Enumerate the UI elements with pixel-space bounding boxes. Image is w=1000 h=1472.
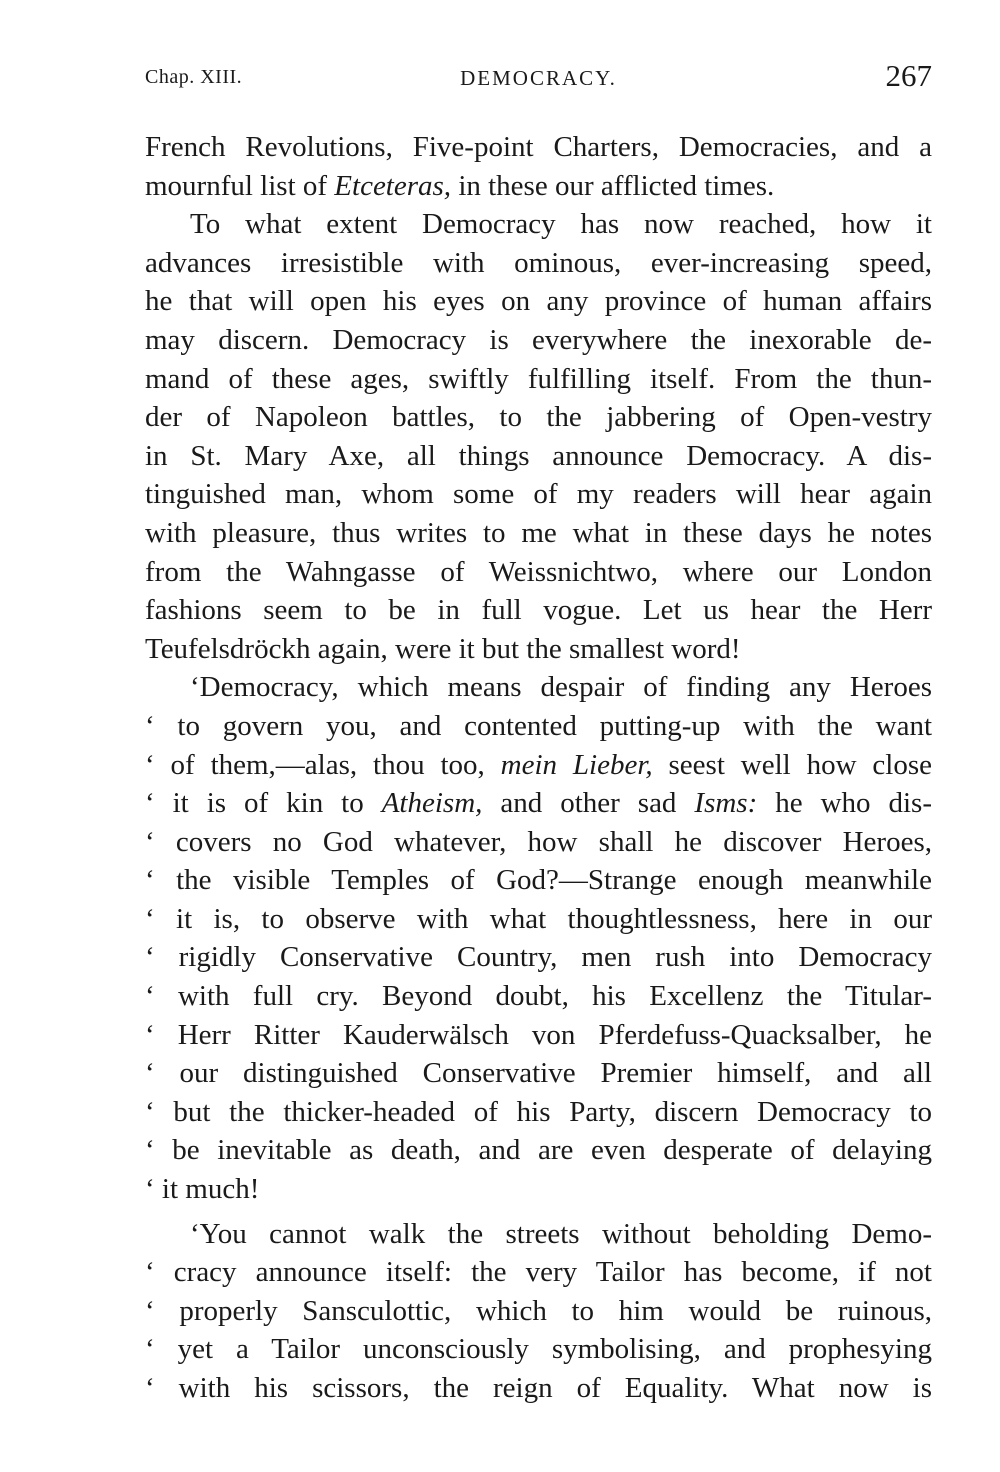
text-line (145, 1093, 932, 1132)
text-line (145, 1131, 932, 1170)
text-line (145, 977, 932, 1016)
text-line (145, 553, 932, 592)
text-run: ‘ yet a Tailor unconsciously symbolising, and prophesying (145, 1333, 932, 1366)
text-line (145, 630, 932, 669)
text-run: ‘ the visible Temples of God?—Strange enough meanwhile (145, 864, 932, 897)
text-line (145, 784, 932, 823)
text-run: ‘ properly Sansculottic, which to him would be ruinous, (145, 1294, 932, 1327)
text-run: he who dis- (757, 787, 932, 820)
text-run: ‘ of them,—alas, thou too, (145, 748, 501, 781)
text-run: in these our afflicted times. (451, 169, 775, 202)
text-line (145, 1016, 932, 1055)
text-run: ‘Democracy, which means despair of finding any Heroes (190, 671, 932, 704)
text-run: ‘ with his scissors, the reign of Equality. What now is (145, 1372, 932, 1404)
text-line (145, 514, 932, 553)
italic-text: Atheism, (381, 787, 483, 820)
text-run: ‘ Herr Ritter Kauderwälsch von Pferdefuss-Quacksalber, he (145, 1018, 932, 1051)
italic-text: Etceteras, (334, 169, 452, 202)
page-number: 267 (885, 58, 932, 93)
text-run: ‘ but the thicker-headed of his Party, discern Democracy to (145, 1095, 932, 1128)
running-header (145, 58, 932, 106)
running-title: DEMOCRACY. (460, 66, 617, 90)
text-run: ‘ our distinguished Conservative Premier himself, and all (145, 1057, 932, 1090)
text-run: Teufelsdröckh again, were it but the smallest word! (145, 632, 741, 665)
text-run: ‘ it much! (145, 1173, 260, 1206)
text-line (145, 437, 932, 476)
text-line (145, 167, 932, 206)
text-line (145, 1215, 932, 1254)
text-line (145, 707, 932, 746)
text-line (145, 746, 932, 785)
text-run: with pleasure, thus writes to me what in these days he notes (145, 516, 932, 549)
text-run: ‘ covers no God whatever, how shall he discover Heroes, (145, 825, 932, 858)
text-run: ‘ it is, to observe with what thoughtlessness, here in our (145, 902, 932, 935)
text-line (145, 1253, 932, 1292)
text-line (145, 244, 932, 283)
text-line (145, 205, 932, 244)
text-run: ‘ be inevitable as death, and are even desperate of delaying (145, 1134, 932, 1167)
text-run: der of Napoleon battles, to the jabbering of Open-vestry (145, 401, 932, 434)
text-run: in St. Mary Axe, all things announce Democracy. A dis- (145, 439, 932, 472)
text-run: ‘You cannot walk the streets without beholding Demo- (190, 1217, 932, 1250)
text-run: seest well how close (652, 748, 932, 781)
text-run: he that will open his eyes on any province of human affairs (145, 285, 932, 318)
text-line (145, 360, 932, 399)
text-line (145, 1330, 932, 1369)
text-line (145, 1369, 932, 1408)
text-run: French Revolutions, Five-point Charters, Democracies, and a (145, 131, 932, 163)
text-line (145, 128, 932, 167)
text-run: To what extent Democracy has now reached, how it (190, 208, 932, 241)
text-run: ‘ it is of kin to (145, 787, 382, 820)
text-line (145, 938, 932, 977)
text-line (145, 321, 932, 360)
text-run: advances irresistible with ominous, ever-increasing speed, (145, 246, 932, 279)
text-run: from the Wahngasse of Weissnichtwo, where our London (145, 555, 932, 588)
text-run: may discern. Democracy is everywhere the inexorable de- (145, 323, 932, 356)
text-run: tinguished man, whom some of my readers will hear again (145, 478, 932, 511)
page-body (145, 128, 932, 1408)
text-line (145, 282, 932, 321)
text-run: mournful list of (145, 169, 335, 202)
chapter-label: Chap. XIII. (145, 66, 243, 88)
text-line (145, 668, 932, 707)
text-run: ‘ to govern you, and contented putting-up with the want (145, 709, 932, 742)
text-run: and other sad (482, 787, 695, 820)
italic-text: Isms: (694, 787, 758, 820)
text-run: ‘ with full cry. Beyond doubt, his Excellenz the Titular- (145, 980, 932, 1013)
text-line (145, 475, 932, 514)
text-run: ‘ cracy announce itself: the very Tailor has become, if not (145, 1256, 932, 1289)
text-line (145, 398, 932, 437)
text-line (145, 1292, 932, 1331)
text-line (145, 591, 932, 630)
text-line (145, 861, 932, 900)
text-run: fashions seem to be in full vogue. Let us hear the Herr (145, 594, 932, 627)
text-run: ‘ rigidly Conservative Country, men rush into Democracy (145, 941, 932, 974)
text-line (145, 1170, 932, 1209)
italic-text: mein Lieber, (500, 748, 653, 781)
text-line (145, 823, 932, 862)
text-line (145, 1054, 932, 1093)
text-run: mand of these ages, swiftly fulfilling itself. From the thun- (145, 362, 932, 395)
text-line (145, 900, 932, 939)
